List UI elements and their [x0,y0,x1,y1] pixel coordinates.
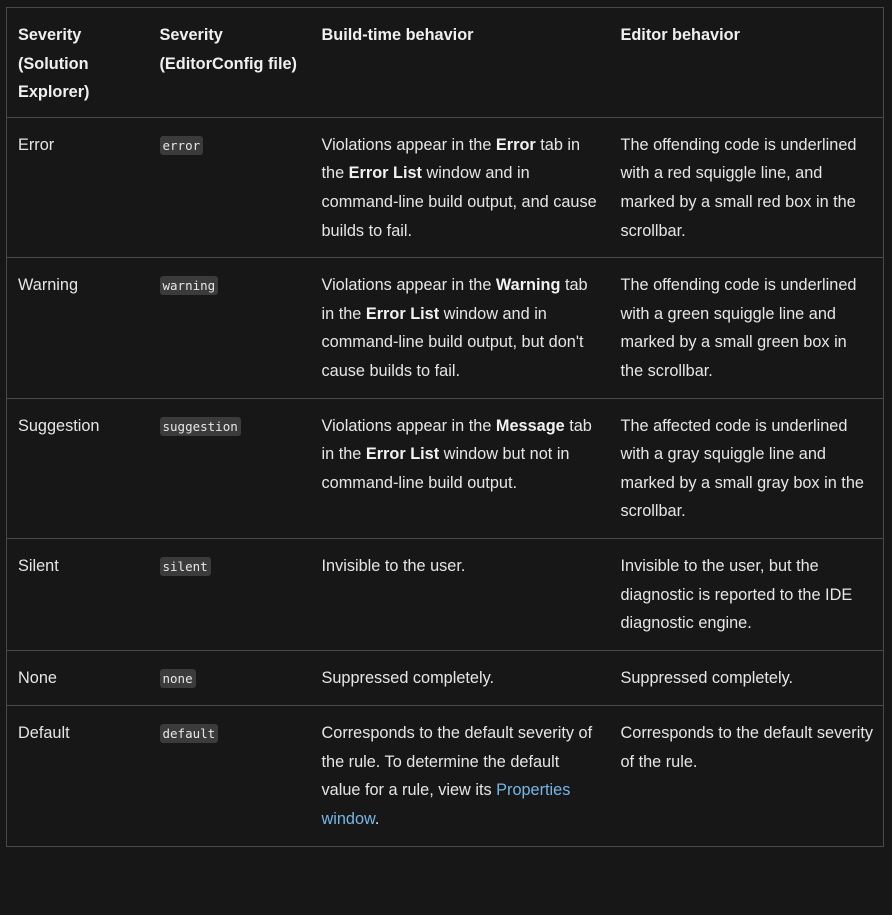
editor-behavior-cell [610,258,884,398]
header-severity-editorconfig: Severity (EditorConfig file) [149,8,311,118]
header-build-time-behavior: Build-time behavior [311,8,610,118]
text-segment: tab in the [321,135,581,183]
bold-term: Message [495,416,565,435]
severity-cell: Suggestion [7,398,149,538]
severity-cell: Silent [7,538,149,650]
editor-behavior-cell [610,650,884,706]
table-row [7,117,884,257]
text-segment: Violations appear in the [321,276,496,295]
severity-cell: Warning [7,258,149,398]
severity-cell: None [7,650,149,706]
table-row [7,650,884,706]
properties-window-link[interactable]: Properties window [321,781,571,829]
header-editor-behavior: Editor behavior [610,8,884,118]
editor-behavior-cell [610,706,884,846]
bold-term: Error [495,135,536,154]
severity-table [6,7,884,847]
config-cell [149,117,311,257]
text-segment: Suppressed completely. [620,668,794,687]
text-segment: Violations appear in the [321,416,496,435]
table-row [7,398,884,538]
config-value-code: error [160,136,204,155]
config-cell [149,398,311,538]
bold-term: Error List [365,445,440,464]
bold-term: Warning [495,276,561,295]
build-behavior-cell [311,538,610,650]
build-behavior-cell [311,398,610,538]
text-segment: The offending code is underlined with a green squiggle line and marked by a small green box in the scrollbar. [620,276,857,380]
config-value-code: default [160,724,219,743]
build-behavior-cell [311,258,610,398]
editor-behavior-cell [610,538,884,650]
text-segment: . [374,810,380,829]
config-cell [149,258,311,398]
bold-term: Error List [365,304,440,323]
config-cell [149,538,311,650]
bold-term: Error List [348,164,422,183]
text-segment: Corresponds to the default severity of the rule. To determine the default value for a rule, view its [321,724,593,800]
text-segment: The affected code is underlined with a gray squiggle line and marked by a small gray box in the scrollbar. [620,416,864,521]
table-row [7,538,884,650]
build-behavior-cell [311,650,610,706]
text-segment: The offending code is underlined with a red squiggle line, and marked by a small red box in the scrollbar. [620,135,857,240]
build-behavior-cell [311,117,610,257]
build-behavior-cell [311,706,610,846]
config-value-code: silent [160,557,211,576]
severity-cell: Error [7,117,149,257]
text-segment: window but not in command-line build output. [321,445,570,492]
text-segment: Suppressed completely. [321,668,495,687]
text-segment: Invisible to the user. [321,556,466,575]
table-row [7,258,884,398]
header-severity-solution-explorer: Severity (Solution Explorer) [7,8,149,118]
text-segment: Corresponds to the default severity of the rule. [620,724,873,771]
text-segment: window and in command-line build output, and cause builds to fail. [321,164,597,240]
editor-behavior-cell [610,398,884,538]
severity-cell: Default [7,706,149,846]
text-segment: Violations appear in the [321,135,496,154]
config-cell [149,650,311,706]
text-segment: window and in command-line build output, but don't cause builds to fail. [321,304,584,380]
text-segment: tab in the [321,416,592,464]
config-cell [149,706,311,846]
editor-behavior-cell [610,117,884,257]
text-segment: Invisible to the user, but the diagnostic is reported to the IDE diagnostic engine. [620,556,853,633]
config-value-code: none [160,669,196,688]
text-segment: tab in the [321,276,588,323]
table-row [7,706,884,846]
config-value-code: warning [160,276,219,295]
config-value-code: suggestion [160,417,241,436]
header-row [7,8,884,118]
